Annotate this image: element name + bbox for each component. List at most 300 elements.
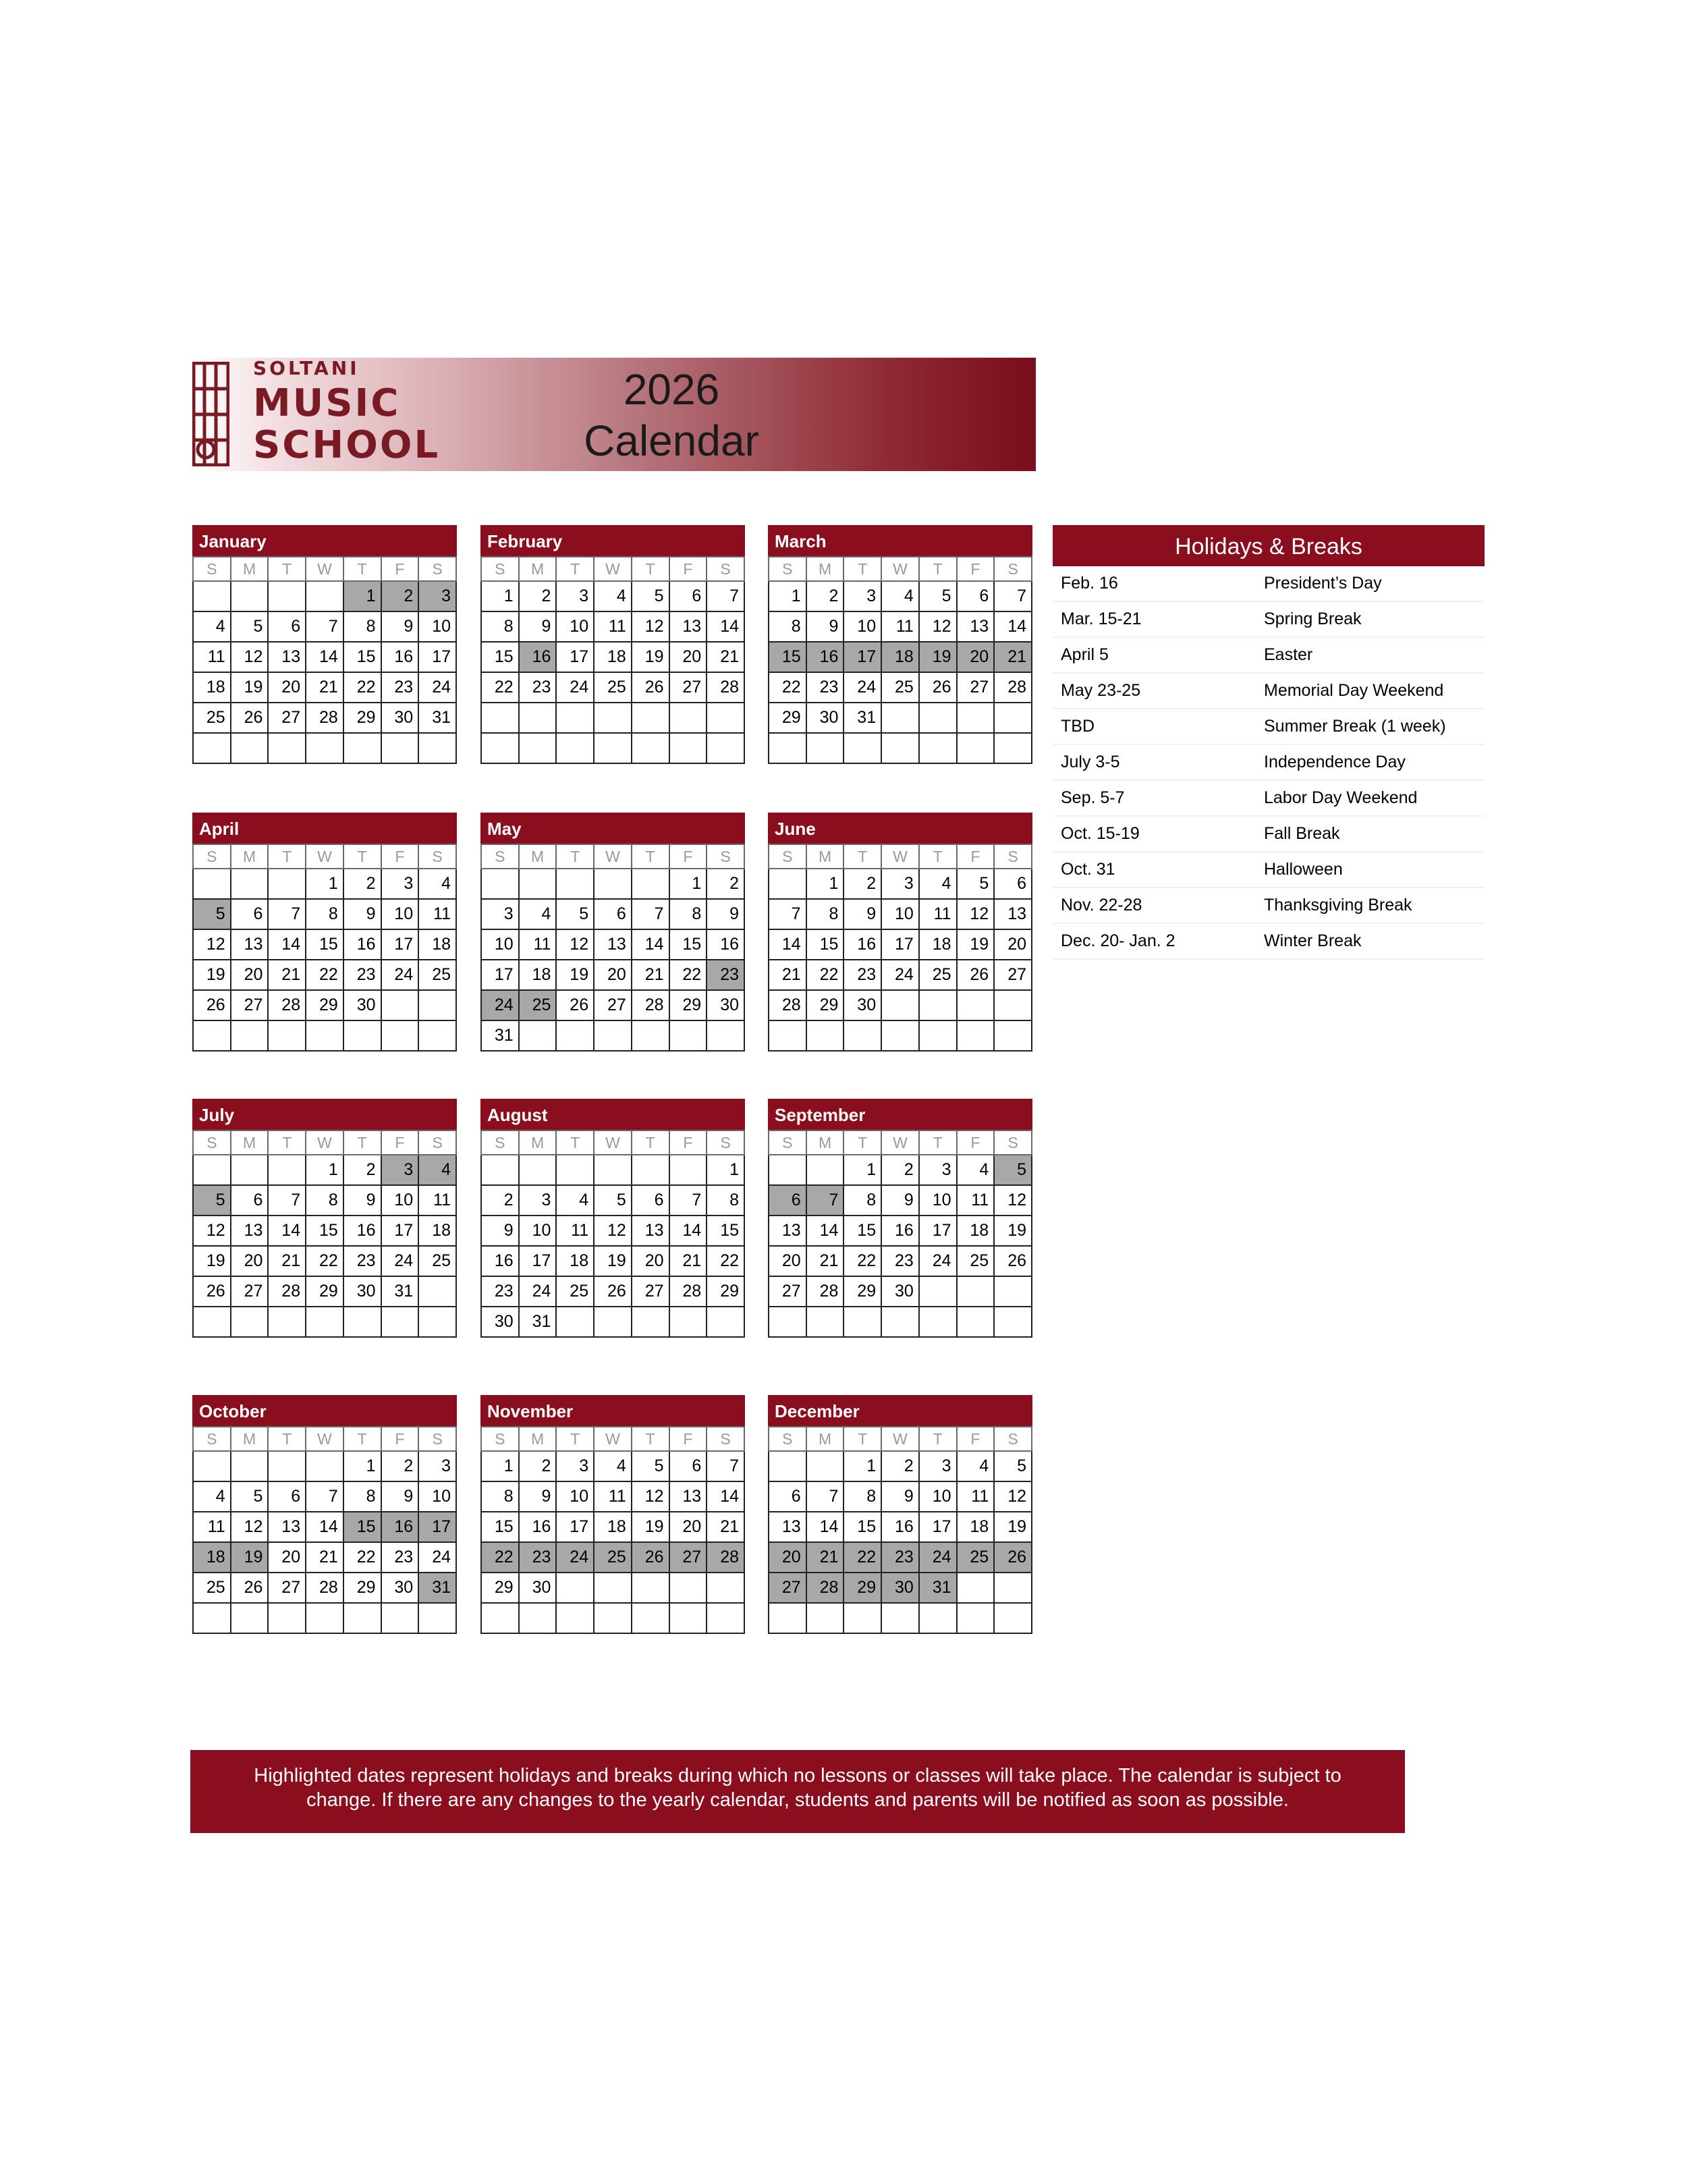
weekday-label: T [556, 1427, 594, 1451]
empty-day-cell [919, 990, 957, 1020]
day-cell: 8 [707, 1185, 744, 1216]
weekday-label: T [268, 557, 306, 581]
empty-day-cell [994, 990, 1032, 1020]
week-row [769, 960, 1032, 990]
weekday-label: T [343, 1130, 381, 1155]
month-title: August [480, 1099, 745, 1130]
day-cell: 19 [632, 642, 669, 672]
empty-day-cell [806, 1155, 844, 1185]
day-cell: 14 [268, 1216, 306, 1246]
weekday-label: M [231, 844, 269, 869]
day-cell: 5 [193, 899, 231, 929]
weekday-label: T [343, 844, 381, 869]
day-cell: 2 [806, 581, 844, 611]
week-row [481, 929, 744, 960]
day-cell: 11 [594, 1481, 632, 1512]
week-row [769, 703, 1032, 733]
day-cell: 13 [669, 611, 707, 642]
day-cell: 25 [594, 672, 632, 703]
day-cell: 23 [806, 672, 844, 703]
weekday-label: M [806, 557, 844, 581]
empty-day-cell [519, 869, 557, 899]
day-cell: 24 [919, 1542, 957, 1573]
school-name-line3: SCHOOL [253, 423, 441, 467]
empty-day-cell [806, 733, 844, 763]
month-table [480, 1130, 745, 1338]
day-cell: 25 [519, 990, 557, 1020]
empty-day-cell [957, 1276, 995, 1307]
day-cell: 28 [806, 1573, 844, 1603]
weekday-label: T [919, 557, 957, 581]
day-cell: 9 [806, 611, 844, 642]
weekday-label: S [193, 1130, 231, 1155]
weekday-header-row [193, 844, 456, 869]
week-row [769, 990, 1032, 1020]
holiday-row [1053, 924, 1485, 960]
day-cell: 6 [994, 869, 1032, 899]
day-cell: 3 [481, 899, 519, 929]
day-cell: 18 [193, 672, 231, 703]
day-cell: 15 [306, 929, 343, 960]
week-row [769, 1451, 1032, 1481]
day-cell: 14 [769, 929, 806, 960]
empty-day-cell [418, 1603, 456, 1633]
holidays-list [1053, 566, 1485, 960]
day-cell: 8 [343, 611, 381, 642]
weekday-label: W [594, 1427, 632, 1451]
week-row [193, 1481, 456, 1512]
day-cell: 9 [844, 899, 881, 929]
week-row [481, 990, 744, 1020]
day-cell: 6 [769, 1481, 806, 1512]
day-cell: 6 [669, 1451, 707, 1481]
day-cell: 21 [994, 642, 1032, 672]
day-cell: 7 [632, 899, 669, 929]
empty-day-cell [594, 1573, 632, 1603]
holiday-name: Halloween [1264, 860, 1343, 879]
holiday-row [1053, 781, 1485, 817]
weekday-label: F [381, 557, 419, 581]
empty-day-cell [231, 1451, 269, 1481]
day-cell: 1 [306, 869, 343, 899]
day-cell: 9 [343, 899, 381, 929]
day-cell: 13 [231, 929, 269, 960]
empty-day-cell [193, 1155, 231, 1185]
day-cell: 8 [806, 899, 844, 929]
day-cell: 20 [669, 642, 707, 672]
weekday-label: S [418, 844, 456, 869]
day-cell: 11 [957, 1185, 995, 1216]
empty-day-cell [594, 733, 632, 763]
day-cell: 13 [632, 1216, 669, 1246]
weekday-header-row [193, 1130, 456, 1155]
weekday-label: S [418, 557, 456, 581]
empty-day-cell [268, 1603, 306, 1633]
day-cell: 28 [669, 1276, 707, 1307]
holiday-name: Labor Day Weekend [1264, 788, 1418, 807]
empty-day-cell [418, 990, 456, 1020]
weekday-label: S [481, 1130, 519, 1155]
day-cell: 26 [957, 960, 995, 990]
month-january [192, 525, 457, 764]
day-cell: 10 [418, 611, 456, 642]
empty-day-cell [193, 1603, 231, 1633]
month-april [192, 813, 457, 1052]
weekday-label: T [268, 1427, 306, 1451]
holiday-row [1053, 888, 1485, 924]
day-cell: 23 [519, 672, 557, 703]
day-cell: 5 [957, 869, 995, 899]
holiday-row [1053, 852, 1485, 888]
day-cell: 13 [268, 1512, 306, 1542]
day-cell: 28 [707, 672, 744, 703]
day-cell: 3 [381, 869, 419, 899]
holiday-date: Sep. 5-7 [1061, 788, 1125, 807]
day-cell: 23 [844, 960, 881, 990]
week-row [481, 703, 744, 733]
day-cell: 27 [268, 1573, 306, 1603]
empty-day-cell [231, 733, 269, 763]
empty-day-cell [632, 703, 669, 733]
day-cell: 12 [231, 1512, 269, 1542]
empty-day-cell [594, 869, 632, 899]
day-cell: 9 [381, 611, 419, 642]
day-cell: 14 [707, 1481, 744, 1512]
week-row [769, 1276, 1032, 1307]
day-cell: 27 [231, 990, 269, 1020]
day-cell: 11 [919, 899, 957, 929]
week-row [481, 1481, 744, 1512]
day-cell: 17 [881, 929, 919, 960]
day-cell: 29 [343, 703, 381, 733]
day-cell: 4 [556, 1185, 594, 1216]
empty-day-cell [806, 1307, 844, 1337]
empty-day-cell [268, 1155, 306, 1185]
empty-day-cell [231, 1020, 269, 1051]
weekday-label: W [306, 1427, 343, 1451]
week-row [481, 960, 744, 990]
day-cell: 5 [919, 581, 957, 611]
day-cell: 22 [707, 1246, 744, 1276]
day-cell: 15 [481, 1512, 519, 1542]
day-cell: 8 [669, 899, 707, 929]
week-row [769, 929, 1032, 960]
day-cell: 30 [881, 1276, 919, 1307]
empty-day-cell [844, 1603, 881, 1633]
day-cell: 7 [806, 1481, 844, 1512]
day-cell: 19 [193, 1246, 231, 1276]
day-cell: 3 [381, 1155, 419, 1185]
empty-day-cell [343, 1603, 381, 1633]
day-cell: 9 [707, 899, 744, 929]
day-cell: 14 [632, 929, 669, 960]
empty-day-cell [957, 990, 995, 1020]
empty-day-cell [343, 1020, 381, 1051]
empty-day-cell [481, 733, 519, 763]
empty-day-cell [881, 1307, 919, 1337]
day-cell: 14 [669, 1216, 707, 1246]
day-cell: 12 [994, 1481, 1032, 1512]
weekday-label: F [381, 1427, 419, 1451]
day-cell: 6 [268, 1481, 306, 1512]
day-cell: 13 [268, 642, 306, 672]
day-cell: 28 [306, 703, 343, 733]
day-cell: 3 [881, 869, 919, 899]
footer-line-1: Highlighted dates represent holidays and breaks during which no lessons or classes will take place. The calendar is subject to [254, 1765, 1342, 1786]
empty-day-cell [481, 1603, 519, 1633]
empty-day-cell [994, 1276, 1032, 1307]
day-cell: 30 [481, 1307, 519, 1337]
day-cell: 20 [594, 960, 632, 990]
day-cell: 23 [881, 1246, 919, 1276]
empty-day-cell [994, 1573, 1032, 1603]
day-cell: 12 [594, 1216, 632, 1246]
day-cell: 26 [231, 703, 269, 733]
week-row [193, 581, 456, 611]
day-cell: 20 [268, 1542, 306, 1573]
empty-day-cell [306, 581, 343, 611]
month-table [768, 844, 1032, 1052]
week-row [481, 1155, 744, 1185]
day-cell: 25 [957, 1542, 995, 1573]
empty-day-cell [919, 703, 957, 733]
weekday-label: S [193, 1427, 231, 1451]
holiday-date: Oct. 15-19 [1061, 824, 1140, 843]
weekday-label: W [306, 1130, 343, 1155]
day-cell: 30 [381, 1573, 419, 1603]
week-row [193, 960, 456, 990]
empty-day-cell [707, 1573, 744, 1603]
day-cell: 16 [381, 1512, 419, 1542]
weekday-label: S [994, 844, 1032, 869]
day-cell: 4 [193, 1481, 231, 1512]
empty-day-cell [519, 703, 557, 733]
empty-day-cell [994, 1603, 1032, 1633]
month-table [768, 556, 1032, 764]
weekday-label: F [669, 1427, 707, 1451]
day-cell: 17 [556, 642, 594, 672]
day-cell: 25 [881, 672, 919, 703]
day-cell: 21 [669, 1246, 707, 1276]
day-cell: 19 [994, 1216, 1032, 1246]
week-row [481, 642, 744, 672]
week-row [481, 1216, 744, 1246]
empty-day-cell [268, 869, 306, 899]
week-row [769, 1307, 1032, 1337]
holiday-row [1053, 602, 1485, 638]
day-cell: 7 [994, 581, 1032, 611]
empty-day-cell [769, 1451, 806, 1481]
holiday-date: May 23-25 [1061, 681, 1141, 700]
day-cell: 20 [231, 1246, 269, 1276]
day-cell: 19 [957, 929, 995, 960]
week-row [193, 869, 456, 899]
day-cell: 23 [343, 1246, 381, 1276]
empty-day-cell [594, 1307, 632, 1337]
empty-day-cell [556, 703, 594, 733]
day-cell: 9 [881, 1481, 919, 1512]
day-cell: 26 [632, 1542, 669, 1573]
day-cell: 18 [193, 1542, 231, 1573]
day-cell: 12 [193, 929, 231, 960]
day-cell: 3 [844, 581, 881, 611]
empty-day-cell [556, 1573, 594, 1603]
empty-day-cell [769, 1020, 806, 1051]
empty-day-cell [556, 733, 594, 763]
day-cell: 5 [994, 1155, 1032, 1185]
day-cell: 12 [919, 611, 957, 642]
day-cell: 18 [919, 929, 957, 960]
day-cell: 10 [881, 899, 919, 929]
month-table [480, 844, 745, 1052]
holiday-row [1053, 674, 1485, 709]
week-row [769, 1603, 1032, 1633]
empty-day-cell [632, 1603, 669, 1633]
holiday-name: Winter Break [1264, 931, 1362, 950]
empty-day-cell [919, 733, 957, 763]
holidays-panel [1053, 525, 1485, 960]
day-cell: 29 [481, 1573, 519, 1603]
holiday-row [1053, 566, 1485, 602]
day-cell: 16 [844, 929, 881, 960]
empty-day-cell [632, 1573, 669, 1603]
day-cell: 7 [268, 1185, 306, 1216]
empty-day-cell [268, 1020, 306, 1051]
weekday-label: W [306, 557, 343, 581]
week-row [193, 703, 456, 733]
day-cell: 30 [881, 1573, 919, 1603]
day-cell: 1 [343, 581, 381, 611]
day-cell: 17 [418, 1512, 456, 1542]
holiday-date: July 3-5 [1061, 753, 1120, 771]
day-cell: 1 [806, 869, 844, 899]
week-row [769, 733, 1032, 763]
empty-day-cell [381, 733, 419, 763]
week-row [481, 1573, 744, 1603]
week-row [193, 1451, 456, 1481]
holiday-name: Memorial Day Weekend [1264, 681, 1444, 700]
holiday-name: Thanksgiving Break [1264, 896, 1412, 914]
day-cell: 3 [418, 581, 456, 611]
day-cell: 19 [556, 960, 594, 990]
week-row [769, 1542, 1032, 1573]
empty-day-cell [481, 703, 519, 733]
empty-day-cell [844, 733, 881, 763]
day-cell: 20 [769, 1246, 806, 1276]
month-march [768, 525, 1032, 764]
day-cell: 16 [881, 1216, 919, 1246]
empty-day-cell [769, 869, 806, 899]
weekday-label: S [994, 557, 1032, 581]
holiday-row [1053, 638, 1485, 674]
day-cell: 22 [306, 1246, 343, 1276]
day-cell: 12 [632, 611, 669, 642]
day-cell: 31 [844, 703, 881, 733]
weekday-label: S [769, 1427, 806, 1451]
week-row [481, 1451, 744, 1481]
holiday-date: Nov. 22-28 [1061, 896, 1142, 914]
day-cell: 11 [193, 642, 231, 672]
day-cell: 25 [556, 1276, 594, 1307]
empty-day-cell [268, 1307, 306, 1337]
day-cell: 1 [669, 869, 707, 899]
day-cell: 25 [193, 703, 231, 733]
empty-day-cell [193, 1020, 231, 1051]
empty-day-cell [881, 990, 919, 1020]
day-cell: 21 [268, 960, 306, 990]
day-cell: 20 [769, 1542, 806, 1573]
day-cell: 8 [769, 611, 806, 642]
day-cell: 24 [844, 672, 881, 703]
month-title: February [480, 525, 745, 556]
empty-day-cell [632, 1155, 669, 1185]
day-cell: 21 [707, 642, 744, 672]
day-cell: 25 [418, 1246, 456, 1276]
weekday-label: F [957, 1130, 995, 1155]
day-cell: 8 [306, 899, 343, 929]
day-cell: 15 [844, 1512, 881, 1542]
weekday-label: T [632, 1427, 669, 1451]
day-cell: 23 [381, 672, 419, 703]
day-cell: 7 [306, 611, 343, 642]
weekday-label: S [481, 1427, 519, 1451]
day-cell: 11 [193, 1512, 231, 1542]
month-table [192, 556, 457, 764]
week-row [193, 1185, 456, 1216]
month-title: October [192, 1395, 457, 1426]
day-cell: 24 [919, 1246, 957, 1276]
holiday-row [1053, 817, 1485, 852]
holiday-date: Mar. 15-21 [1061, 609, 1142, 628]
empty-day-cell [769, 1155, 806, 1185]
empty-day-cell [556, 1020, 594, 1051]
day-cell: 14 [268, 929, 306, 960]
empty-day-cell [594, 1155, 632, 1185]
footer-note [190, 1750, 1405, 1833]
empty-day-cell [919, 1020, 957, 1051]
empty-day-cell [381, 990, 419, 1020]
empty-day-cell [193, 1451, 231, 1481]
empty-day-cell [481, 1155, 519, 1185]
weekday-label: S [418, 1130, 456, 1155]
empty-day-cell [231, 1307, 269, 1337]
weekday-label: S [193, 844, 231, 869]
day-cell: 4 [594, 581, 632, 611]
week-row [769, 672, 1032, 703]
day-cell: 4 [418, 1155, 456, 1185]
weekday-label: F [957, 844, 995, 869]
week-row [481, 1246, 744, 1276]
calendar-title: Calendar [584, 416, 759, 465]
weekday-label: S [769, 1130, 806, 1155]
empty-day-cell [669, 1307, 707, 1337]
week-row [769, 1155, 1032, 1185]
day-cell: 23 [707, 960, 744, 990]
empty-day-cell [381, 1307, 419, 1337]
weekday-label: F [669, 844, 707, 869]
weekday-label: M [519, 557, 557, 581]
day-cell: 9 [519, 611, 557, 642]
empty-day-cell [806, 1020, 844, 1051]
day-cell: 16 [381, 642, 419, 672]
week-row [481, 581, 744, 611]
day-cell: 6 [231, 1185, 269, 1216]
empty-day-cell [519, 1603, 557, 1633]
empty-day-cell [957, 1020, 995, 1051]
day-cell: 10 [418, 1481, 456, 1512]
holidays-title: Holidays & Breaks [1053, 525, 1485, 566]
holiday-name: Independence Day [1264, 753, 1406, 771]
